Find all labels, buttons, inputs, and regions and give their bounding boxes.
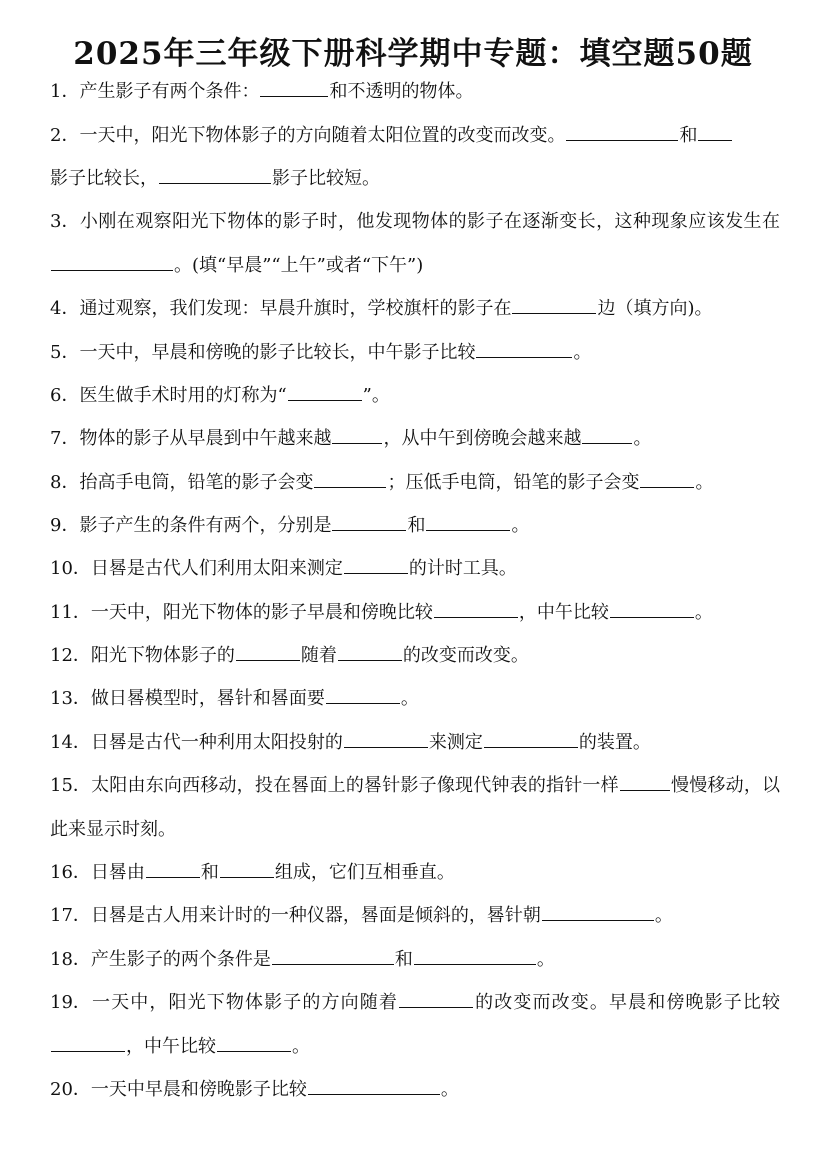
question-text: ，从中午到傍晚会越来越 (383, 428, 582, 449)
question-text: 影子比较短。 (272, 168, 380, 189)
answer-blank[interactable] (610, 616, 694, 618)
question-text: 。 (633, 428, 652, 449)
answer-blank[interactable] (236, 659, 300, 661)
question-number: 11． (50, 602, 91, 623)
answer-blank[interactable] (217, 1050, 291, 1052)
question-text: 边（填方向)。 (597, 298, 713, 319)
question-17 (50, 894, 780, 937)
question-number: 6． (50, 385, 80, 406)
answer-blank[interactable] (476, 356, 572, 358)
question-text: 。 (440, 1079, 459, 1100)
answer-blank[interactable] (260, 95, 328, 97)
answer-blank[interactable] (426, 529, 510, 531)
question-text: 。 (400, 688, 419, 709)
question-text: ”。 (362, 385, 390, 406)
question-13 (50, 677, 780, 720)
question-text: 小刚在观察阳光下物体的影子时，他发现物体的影子在逐渐变长，这种现象应该发生在 (79, 211, 780, 232)
question-number: 10． (50, 558, 91, 579)
question-text: 的改变而改变。早晨和傍晚影子比较 (474, 992, 780, 1013)
question-9 (50, 504, 780, 547)
question-text: 。(填“早晨”“上午”或者“下午”) (174, 255, 424, 276)
question-text: 。 (292, 1036, 310, 1057)
question-number: 15． (50, 775, 91, 796)
question-10 (50, 547, 780, 590)
answer-blank[interactable] (326, 702, 400, 704)
question-text: 组成，它们互相垂直。 (274, 862, 455, 883)
question-8 (50, 461, 780, 504)
question-text: 一天中早晨和傍晚影子比较 (90, 1079, 307, 1100)
question-16 (50, 851, 780, 894)
question-11 (50, 591, 780, 634)
question-number: 18． (50, 949, 91, 970)
question-7 (50, 417, 780, 460)
question-text: 。 (695, 472, 714, 493)
question-text: 。 (511, 515, 530, 536)
question-number: 4． (50, 298, 80, 319)
answer-blank[interactable] (434, 616, 518, 618)
question-number: 14． (50, 732, 91, 753)
answer-blank[interactable] (484, 746, 578, 748)
question-text: 慢慢移动，以此来显示时刻。 (50, 775, 781, 840)
question-text: 做日晷模型时，晷针和晷面要 (90, 688, 325, 709)
answer-blank[interactable] (399, 1006, 473, 1008)
question-text: 和 (679, 125, 698, 146)
question-text: 的装置。 (578, 732, 651, 753)
question-19 (50, 981, 780, 1069)
question-number: 1． (50, 81, 80, 102)
question-number: 17． (50, 905, 91, 926)
answer-blank[interactable] (338, 659, 402, 661)
question-text: 的计时工具。 (408, 558, 517, 579)
answer-blank[interactable] (640, 486, 694, 488)
question-2 (50, 114, 780, 157)
question-text: 日晷是古代一种利用太阳投射的 (90, 732, 343, 753)
question-text: 日晷由 (90, 862, 145, 883)
question-text: 影子比较长， (50, 168, 158, 189)
question-15 (50, 764, 780, 852)
question-text: 一天中，阳光下物体的影子早晨和傍晚比较 (90, 602, 433, 623)
question-number: 7． (50, 428, 80, 449)
answer-blank[interactable] (308, 1093, 440, 1095)
question-text: 。 (694, 602, 713, 623)
question-12 (50, 634, 780, 677)
answer-blank[interactable] (272, 963, 394, 965)
question-1 (50, 70, 780, 113)
question-text: 和 (200, 862, 219, 883)
question-text: 来测定 (428, 732, 483, 753)
question-text: 产生影子的两个条件是 (90, 949, 271, 970)
question-text: 的改变而改变。 (402, 645, 529, 666)
question-number: 13． (50, 688, 91, 709)
question-text: 日晷是古人用来计时的一种仪器，晷面是倾斜的，晷针朝 (90, 905, 541, 926)
question-4 (50, 287, 780, 330)
answer-blank[interactable] (512, 312, 596, 314)
question-number: 3． (50, 211, 80, 232)
answer-blank[interactable] (332, 442, 382, 444)
answer-blank[interactable] (582, 442, 632, 444)
question-20 (50, 1068, 780, 1111)
answer-blank[interactable] (159, 182, 271, 184)
question-text: 影子产生的条件有两个，分别是 (79, 515, 332, 536)
answer-blank[interactable] (344, 746, 428, 748)
question-18 (50, 938, 780, 981)
answer-blank[interactable] (344, 572, 408, 574)
question-text: 一天中，阳光下物体影子的方向随着 (90, 992, 399, 1013)
answer-blank[interactable] (698, 139, 732, 141)
question-number: 5． (50, 342, 80, 363)
answer-blank[interactable] (51, 1050, 125, 1052)
answer-blank[interactable] (51, 269, 173, 271)
question-text: ，中午比较 (518, 602, 609, 623)
question-2-cont (50, 157, 780, 200)
question-text: 产生影子有两个条件： (79, 81, 260, 102)
question-14 (50, 721, 780, 764)
question-text: 物体的影子从早晨到中午越来越 (79, 428, 332, 449)
question-text: 。 (536, 949, 555, 970)
question-text: 和 (394, 949, 413, 970)
question-text: 医生做手术时用的灯称为“ (79, 385, 287, 406)
question-text: ；压低手电筒，铅笔的影子会变 (387, 472, 640, 493)
question-number: 19． (50, 992, 91, 1013)
question-number: 9． (50, 515, 80, 536)
page-title: 2025年三年级下册科学期中专题：填空题50题 (73, 36, 753, 72)
answer-blank[interactable] (620, 789, 670, 791)
answer-blank[interactable] (414, 963, 536, 965)
answer-blank[interactable] (146, 876, 200, 878)
question-text: 。 (654, 905, 673, 926)
question-text: 随着 (300, 645, 337, 666)
answer-blank[interactable] (314, 486, 386, 488)
question-text: 一天中，早晨和傍晚的影子比较长，中午影子比较 (79, 342, 476, 363)
question-number: 2． (50, 125, 80, 146)
answer-blank[interactable] (542, 919, 654, 921)
question-text: 一天中，阳光下物体影子的方向随着太阳位置的改变而改变。 (79, 125, 566, 146)
question-text: 阳光下物体影子的 (90, 645, 235, 666)
question-number: 16． (50, 862, 91, 883)
question-text: 和 (407, 515, 426, 536)
question-text: 太阳由东向西移动，投在晷面上的晷针影子像现代钟表的指针一样 (90, 775, 619, 796)
answer-blank[interactable] (220, 876, 274, 878)
question-text: 和不透明的物体。 (329, 81, 474, 102)
question-3 (50, 200, 780, 288)
answer-blank[interactable] (332, 529, 406, 531)
answer-blank[interactable] (566, 139, 678, 141)
question-text: 。 (573, 342, 592, 363)
question-text: ，中午比较 (126, 1036, 216, 1057)
question-5 (50, 331, 780, 374)
question-text: 抬高手电筒，铅笔的影子会变 (79, 472, 314, 493)
question-text: 通过观察，我们发现：早晨升旗时，学校旗杆的影子在 (79, 298, 512, 319)
question-6 (50, 374, 780, 417)
answer-blank[interactable] (288, 399, 362, 401)
question-text: 日晷是古代人们利用太阳来测定 (90, 558, 343, 579)
question-number: 20． (50, 1079, 91, 1100)
question-number: 12． (50, 645, 91, 666)
question-number: 8． (50, 472, 80, 493)
